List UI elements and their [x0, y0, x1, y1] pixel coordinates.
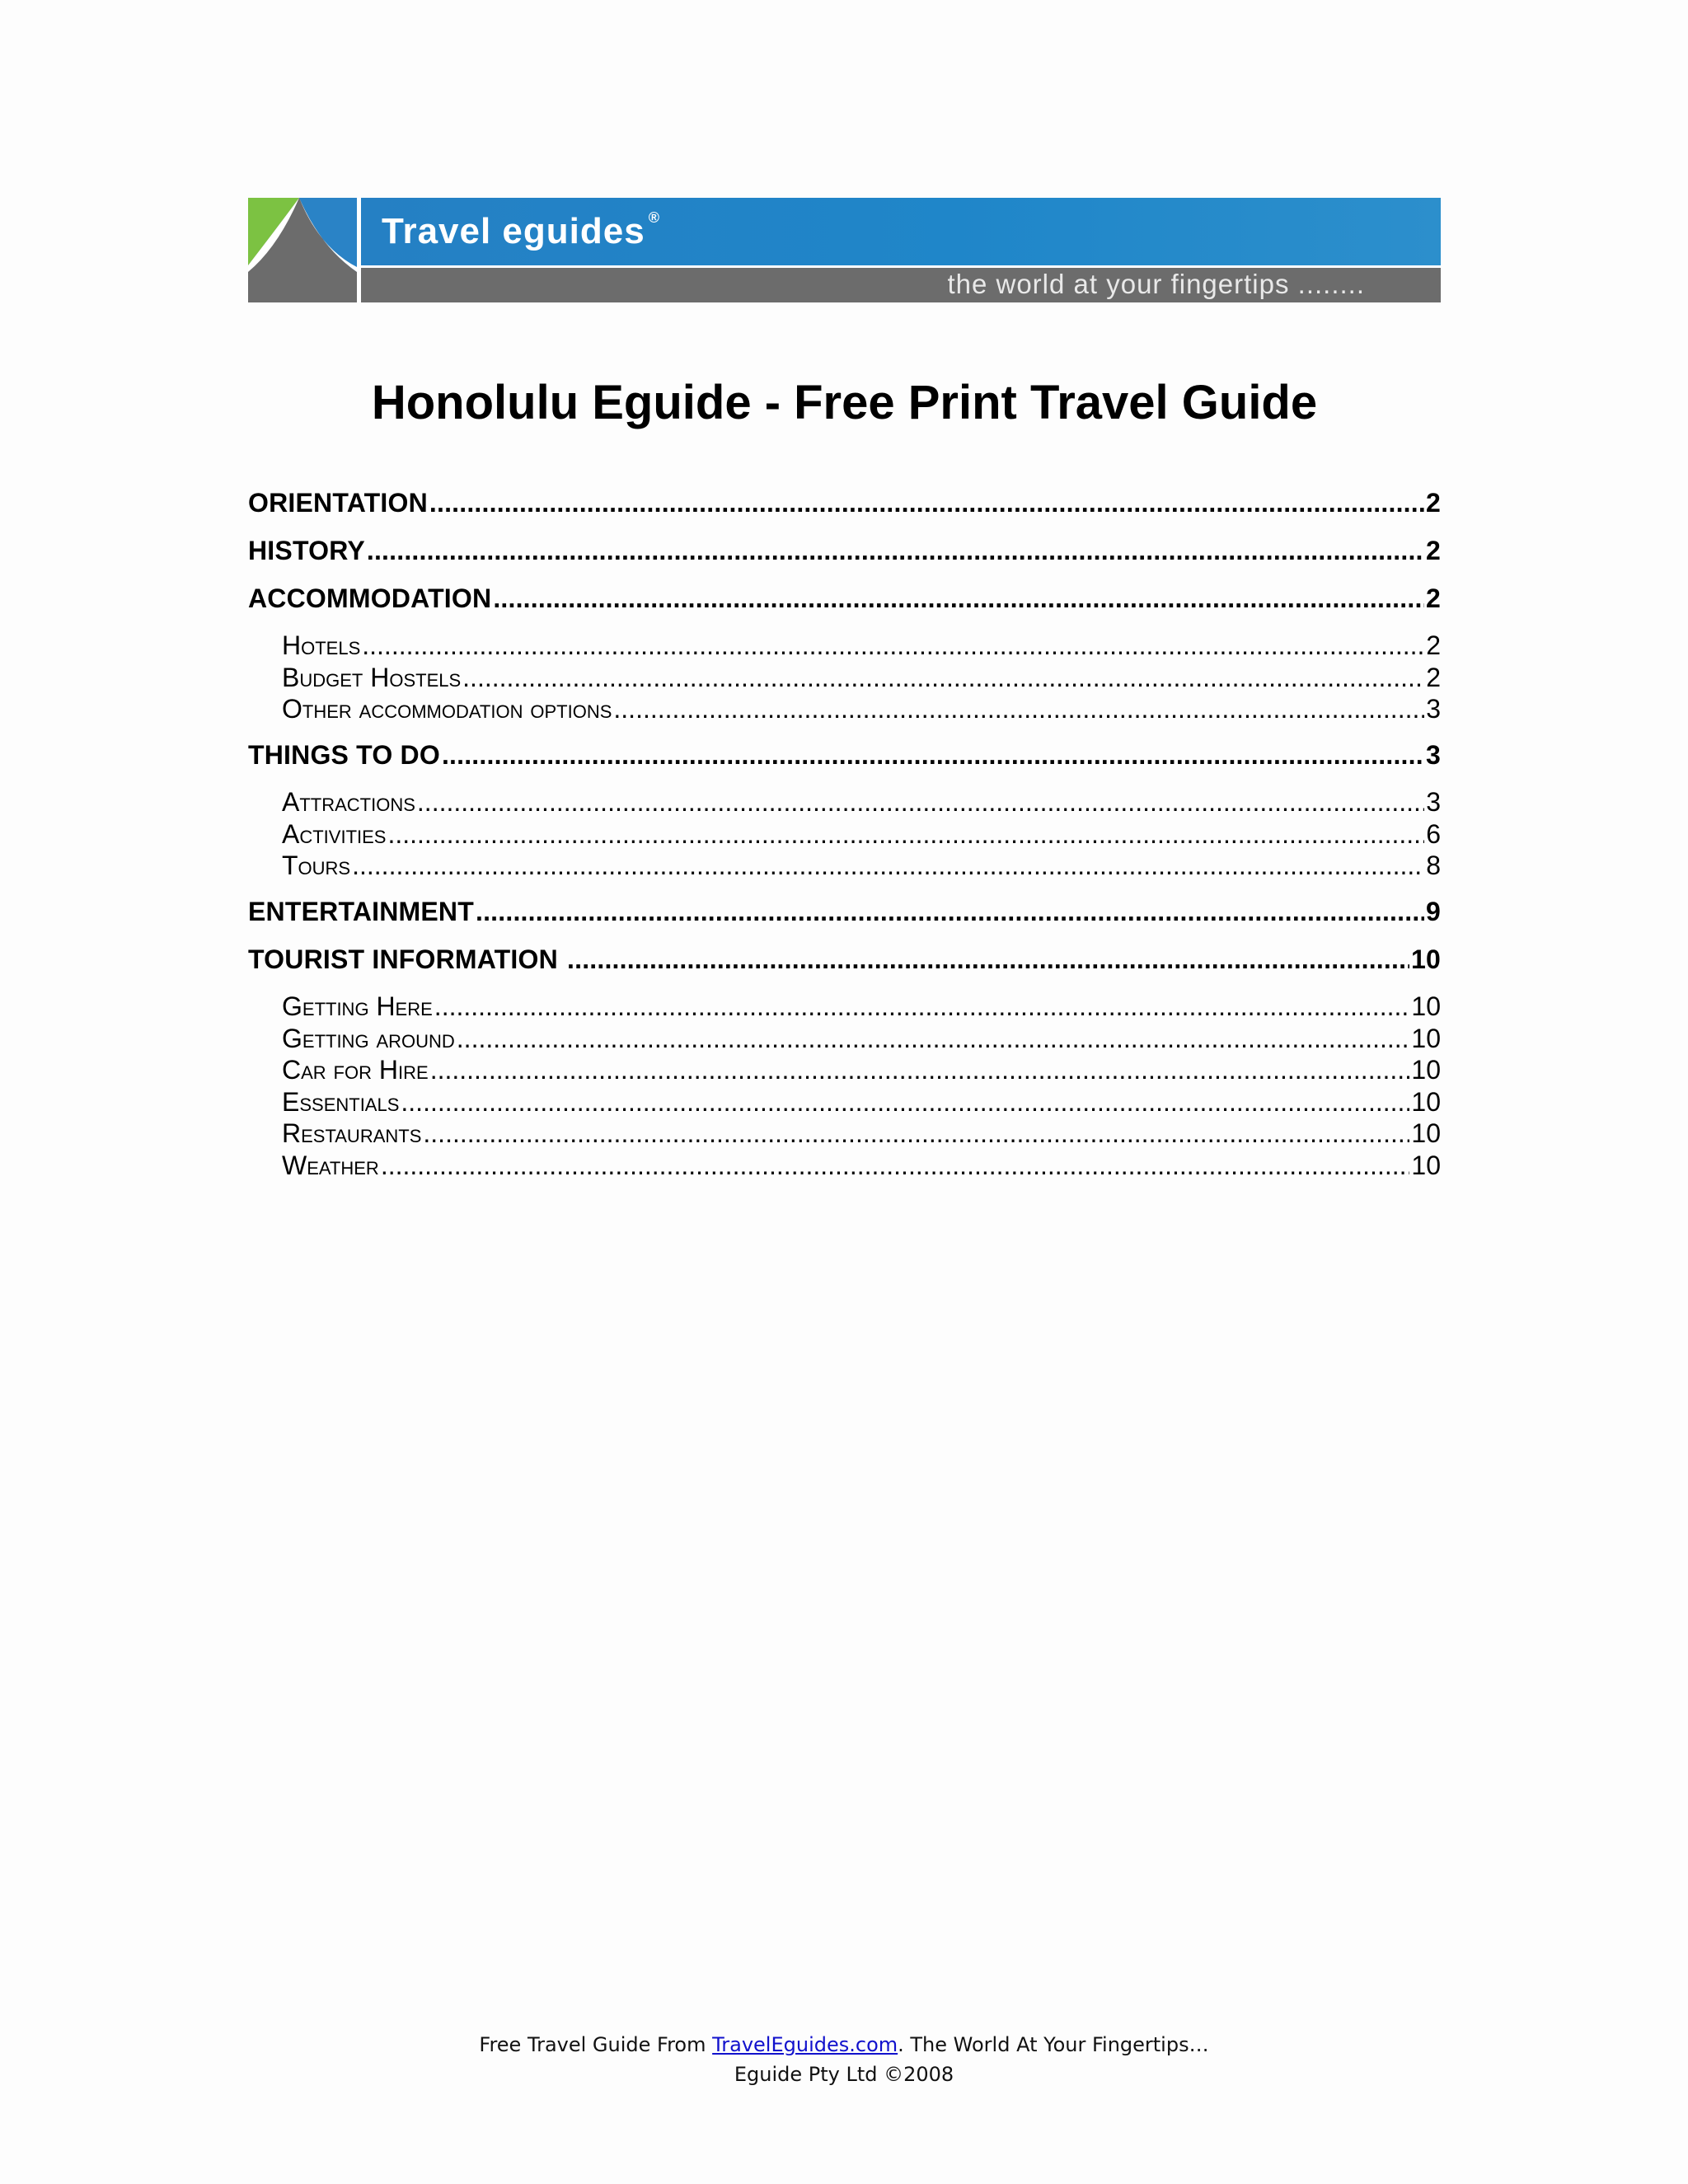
brand-name: Travel eguides ® [382, 209, 660, 251]
toc-leader [423, 1118, 1409, 1149]
toc-leader [457, 1023, 1410, 1054]
toc-label: Getting Here [282, 991, 433, 1021]
page-title: Honolulu Eguide - Free Print Travel Guide [371, 376, 1318, 429]
toc-leader [429, 486, 1424, 519]
toc-page: 2 [1426, 583, 1441, 613]
toc-entry-history[interactable] [248, 534, 1441, 582]
toc-label: Budget Hostels [282, 662, 462, 692]
toc-entry-tourist-information[interactable] [248, 943, 1441, 991]
toc-entry-orientation[interactable] [248, 486, 1441, 534]
toc-leader [430, 1054, 1410, 1085]
toc-entry-tours[interactable] [248, 850, 1441, 895]
toc-page: 2 [1426, 662, 1441, 692]
toc-entry-weather[interactable] [248, 1150, 1441, 1182]
toc-entry-entertainment[interactable] [248, 895, 1441, 943]
toc-label: Tours [282, 851, 351, 880]
footer-suffix: . The World At Your Fingertips… [898, 2033, 1209, 2056]
toc-label: ORIENTATION [248, 488, 428, 518]
toc-leader [462, 662, 1424, 693]
toc-label: ENTERTAINMENT [248, 897, 474, 926]
toc-entry-getting-around[interactable] [248, 1023, 1441, 1055]
toc-label: Attractions [282, 787, 415, 817]
toc-label: Activities [282, 818, 387, 849]
toc-leader [442, 738, 1424, 771]
toc-label: Essentials [282, 1086, 400, 1117]
toc-page: 9 [1426, 897, 1441, 926]
toc-entry-activities[interactable] [248, 818, 1441, 851]
banner-rule [361, 265, 1441, 268]
header-banner [248, 198, 1441, 302]
toc-label: TOURIST INFORMATION [248, 944, 566, 974]
registered-mark: ® [648, 209, 660, 226]
toc-page: 10 [1411, 1150, 1441, 1180]
toc-page: 10 [1411, 1055, 1441, 1085]
toc-label: ACCOMMODATION [248, 583, 492, 613]
toc-page: 2 [1426, 630, 1441, 660]
toc-entry-car-for-hire[interactable] [248, 1054, 1441, 1086]
toc-entry-budget-hostels[interactable] [248, 662, 1441, 694]
toc-leader [367, 534, 1424, 567]
toc-page: 2 [1426, 488, 1441, 518]
toc-entry-getting-here[interactable] [248, 991, 1441, 1023]
toc-entry-things-to-do[interactable] [248, 738, 1441, 786]
toc-label: Getting around [282, 1023, 455, 1053]
table-of-contents [248, 486, 1441, 1181]
footer-link[interactable]: TravelEguides.com [712, 2033, 898, 2056]
toc-leader [352, 850, 1424, 881]
toc-entry-hotels[interactable] [248, 630, 1441, 662]
toc-page: 10 [1411, 991, 1441, 1021]
brand-tagline: the world at your fingertips ........ [947, 269, 1365, 299]
toc-label: Car for Hire [282, 1055, 429, 1085]
toc-entry-restaurants[interactable] [248, 1118, 1441, 1150]
toc-page: 6 [1426, 818, 1441, 849]
toc-entry-accommodation[interactable] [248, 582, 1441, 630]
page-footer [0, 2030, 1688, 2089]
toc-label: THINGS TO DO [248, 740, 440, 770]
toc-entry-attractions[interactable] [248, 786, 1441, 818]
toc-page: 3 [1426, 694, 1441, 724]
toc-entry-essentials[interactable] [248, 1086, 1441, 1118]
toc-page: 3 [1426, 787, 1441, 817]
toc-entry-other-accommodation[interactable] [248, 693, 1441, 738]
toc-page: 8 [1426, 851, 1441, 880]
toc-label: Hotels [282, 630, 361, 660]
toc-page: 10 [1411, 1086, 1441, 1117]
footer-line-1 [0, 2030, 1688, 2060]
toc-label: HISTORY [248, 536, 365, 565]
toc-leader [401, 1086, 1409, 1118]
toc-page: 10 [1411, 1023, 1441, 1053]
toc-page: 10 [1411, 944, 1441, 974]
toc-leader [434, 991, 1410, 1022]
toc-label: Weather [282, 1150, 379, 1180]
toc-leader [567, 943, 1409, 976]
toc-leader [417, 786, 1424, 818]
footer-prefix: Free Travel Guide From [479, 2033, 713, 2056]
toc-leader [381, 1150, 1410, 1181]
toc-leader [476, 895, 1424, 928]
toc-page: 10 [1411, 1118, 1441, 1148]
toc-leader [362, 630, 1424, 661]
travel-eguides-logo [248, 198, 357, 302]
toc-leader [387, 818, 1424, 850]
toc-label: Other accommodation options [282, 694, 612, 724]
toc-label: Restaurants [282, 1118, 422, 1148]
toc-leader [613, 693, 1424, 724]
toc-page: 2 [1426, 536, 1441, 565]
toc-leader [493, 582, 1424, 615]
toc-page: 3 [1426, 740, 1441, 770]
footer-copyright: Eguide Pty Ltd ©2008 [734, 2063, 954, 2086]
